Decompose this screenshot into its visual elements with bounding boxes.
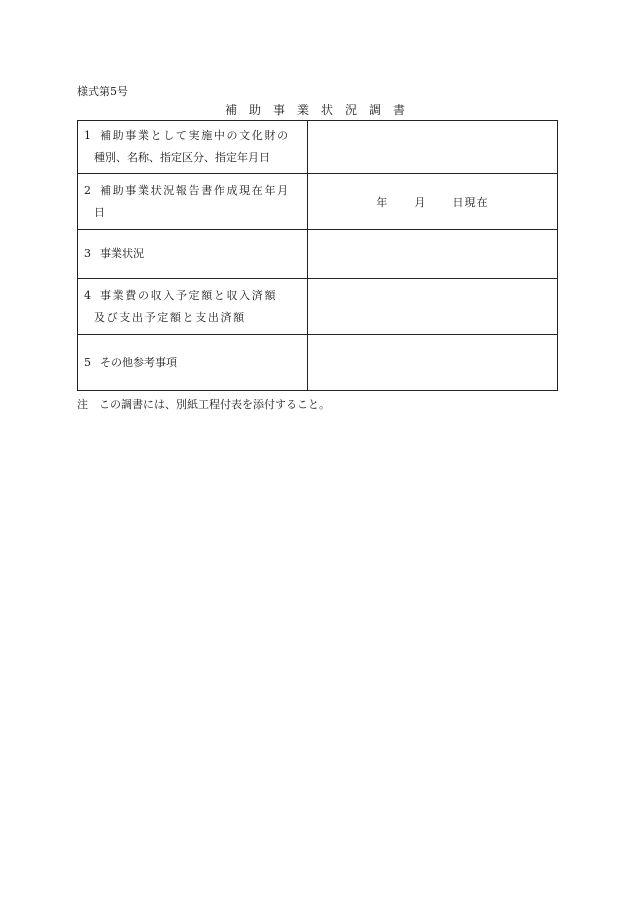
row-label-cell bbox=[78, 174, 308, 230]
as-of-date bbox=[376, 196, 489, 209]
footnote-mark: 注 bbox=[77, 398, 88, 411]
row-value-cell[interactable] bbox=[308, 174, 558, 230]
footnote bbox=[77, 398, 330, 412]
table-row bbox=[78, 121, 558, 174]
row-label-line: 日 bbox=[94, 205, 105, 219]
row-label-line: 補助事業として実施中の文化財の bbox=[100, 129, 290, 142]
table-row bbox=[78, 230, 558, 279]
item-number: 3 bbox=[84, 247, 91, 260]
row-label-line: 事業費の収入予定額と収入済額 bbox=[100, 288, 278, 302]
month-label: 月 bbox=[414, 195, 427, 209]
item-number: 2 bbox=[84, 183, 93, 197]
item-number: 5 bbox=[84, 355, 91, 369]
report-table bbox=[77, 120, 558, 391]
row-label-line: 及び支出予定額と支出済額 bbox=[94, 310, 246, 324]
form-number: 様式第5号 bbox=[77, 85, 128, 98]
table-row bbox=[78, 279, 558, 335]
row-label-line: 種別、名称、指定区分、指定年月日 bbox=[94, 151, 270, 164]
table-row bbox=[78, 174, 558, 230]
row-label-line: 補助事業状況報告書作成現在年月 bbox=[100, 183, 290, 197]
row-label-cell bbox=[78, 335, 308, 391]
document-title: 補助事業状況調書 bbox=[224, 103, 417, 117]
item-number: 4 bbox=[84, 288, 93, 302]
footnote-text: この調書には、別紙工程付表を添付すること。 bbox=[99, 398, 330, 411]
row-value-cell[interactable] bbox=[308, 230, 558, 279]
row-label-cell bbox=[78, 230, 308, 279]
row-label-cell bbox=[78, 121, 308, 174]
row-value-cell[interactable] bbox=[308, 121, 558, 174]
day-label: 日現在 bbox=[452, 195, 489, 209]
row-value-cell[interactable] bbox=[308, 279, 558, 335]
row-label-line: その他参考事項 bbox=[100, 355, 177, 369]
row-value-cell[interactable] bbox=[308, 335, 558, 391]
year-label: 年 bbox=[376, 195, 389, 209]
row-label-line: 事業状況 bbox=[100, 247, 144, 260]
item-number: 1 bbox=[84, 129, 93, 142]
row-label-cell bbox=[78, 279, 308, 335]
table-row bbox=[78, 335, 558, 391]
